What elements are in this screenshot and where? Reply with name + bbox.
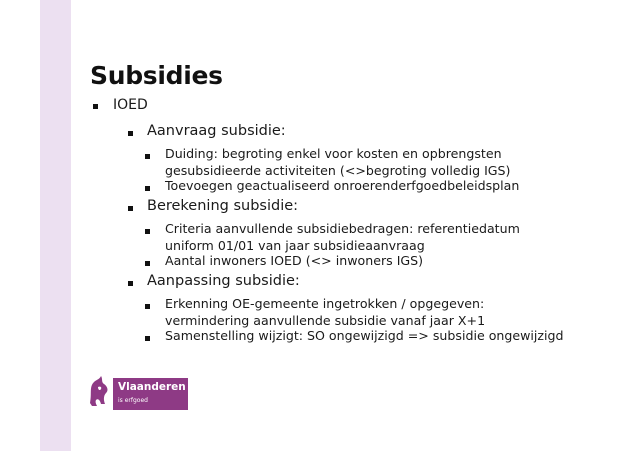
vlaanderen-logo — [86, 373, 196, 410]
bullet-marker — [128, 206, 133, 211]
flemish-lion-icon — [86, 373, 112, 410]
bullet-aanpassing-subsidie: Aanpassing subsidie: — [147, 273, 300, 289]
bullet-marker — [145, 154, 150, 159]
bullet-criteria-line2: uniform 01/01 van jaar subsidieaanvraag — [165, 238, 425, 253]
bullet-marker — [145, 229, 150, 234]
bullet-aanvraag-subsidie: Aanvraag subsidie: — [147, 123, 286, 139]
bullet-aantal-inwoners: Aantal inwoners IOED (<> inwoners IGS) — [165, 253, 424, 268]
bullet-toevoegen: Toevoegen geactualiseerd onroerenderfgoedbeleidsplan — [165, 178, 520, 193]
bullet-marker — [145, 336, 150, 341]
bullet-marker — [145, 304, 150, 309]
bullet-marker — [128, 131, 133, 136]
decorative-side-bar — [40, 0, 71, 451]
bullet-berekening-subsidie: Berekening subsidie: — [147, 198, 299, 214]
bullet-samenstelling: Samenstelling wijzigt: SO ongewijzigd => subsidie ongewijzigd — [165, 328, 564, 343]
bullet-criteria-line1: Criteria aanvullende subsidiebedragen: referentiedatum — [165, 221, 520, 236]
bullet-erkenning-line1: Erkenning OE-gemeente ingetrokken / opgegeven: — [165, 296, 485, 311]
bullet-ioed: IOED — [113, 97, 148, 113]
bullet-marker — [145, 186, 150, 191]
bullet-duiding-line1: Duiding: begroting enkel voor kosten en opbrengsten — [165, 146, 502, 161]
bullet-marker — [145, 261, 150, 266]
bullet-marker — [128, 281, 133, 286]
bullet-marker — [93, 104, 98, 109]
bullet-duiding-line2: gesubsidieerde activiteiten (<>begroting volledig IGS) — [165, 163, 511, 178]
logo-name: Vlaanderen — [118, 381, 186, 393]
bullet-erkenning-line2: vermindering aanvullende subsidie vanaf jaar X+1 — [165, 313, 486, 328]
logo-tagline: is erfgoed — [118, 397, 148, 404]
slide-title: Subsidies — [90, 61, 223, 90]
